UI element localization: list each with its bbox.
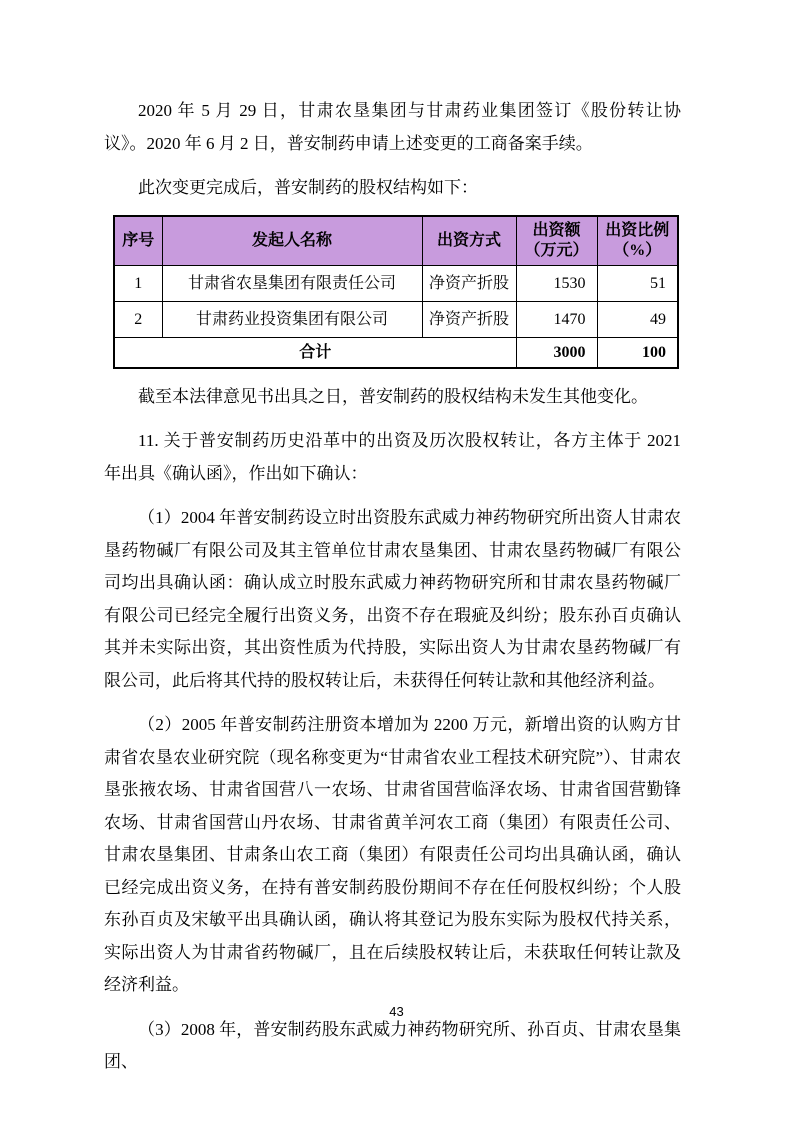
cell-contribution-method: 净资产折股 bbox=[422, 301, 516, 337]
cell-total-ratio: 100 bbox=[597, 337, 678, 368]
col-header-contribution-method: 出资方式 bbox=[422, 216, 516, 266]
col-header-amount-line2: （万元） bbox=[524, 241, 589, 259]
cell-contribution-ratio: 51 bbox=[597, 265, 678, 301]
table-total-row bbox=[114, 337, 678, 368]
cell-founder-name: 甘肃药业投资集团有限公司 bbox=[162, 301, 422, 337]
page-number: 43 bbox=[389, 1004, 404, 1019]
paragraph-item-11-1: （1）2004 年普安制药设立时出资股东武威力神药物研究所出资人甘肃农垦药物碱厂有限公司及其主管单位甘肃农垦集团、甘肃农垦药物碱厂有限公司均出具确认函：确认成立时股东武威力神药物研究所和甘肃农垦药物碱厂有限公司已经完全履行出资义务，出资不存在瑕疵及纠纷；股东孙百贞确认其并未实际出资，其出资性质为代持股，实际出资人为甘肃农垦药物碱厂有限公司，此后将其代持的股权转让后，未获得任何转让款和其他经济利益。 bbox=[104, 508, 681, 690]
paragraph-share-transfer-agreement: 2020 年 5 月 29 日，甘肃农垦集团与甘肃药业集团签订《股份转让协议》。2020 年 6 月 2 日，普安制药申请上述变更的工商备案手续。 bbox=[104, 101, 681, 153]
paragraph-item-11-3: （3）2008 年，普安制药股东武威力神药物研究所、孙百贞、甘肃农垦集团、 bbox=[104, 1019, 681, 1071]
cell-founder-name: 甘肃省农垦集团有限责任公司 bbox=[162, 265, 422, 301]
cell-contribution-method: 净资产折股 bbox=[422, 265, 516, 301]
col-header-contribution-ratio bbox=[597, 216, 678, 266]
col-header-ratio-line1: 出资比例 bbox=[605, 221, 670, 239]
cell-total-label: 合计 bbox=[114, 337, 516, 368]
paragraph-item-11: 11. 关于普安制药历史沿革中的出资及历次股权转让，各方主体于 2021 年出具《确认函》，作出如下确认： bbox=[104, 431, 681, 483]
table-header-row bbox=[114, 216, 678, 266]
col-header-founder-name: 发起人名称 bbox=[162, 216, 422, 266]
cell-total-amount: 3000 bbox=[516, 337, 597, 368]
col-header-contribution-amount bbox=[516, 216, 597, 266]
col-header-amount-line1: 出资额 bbox=[532, 221, 581, 239]
col-header-seq: 序号 bbox=[114, 216, 162, 266]
cell-contribution-ratio: 49 bbox=[597, 301, 678, 337]
paragraph-item-11-2: （2）2005 年普安制药注册资本增加为 2200 万元，新增出资的认购方甘肃省农垦农业研究院（现名称变更为“甘肃省农业工程技术研究院”）、甘肃农垦张掖农场、甘肃省国营八一农场、甘肃省国营临泽农场、甘肃省国营勤锋农场、甘肃省国营山丹农场、甘肃省黄羊河农工商（集团）有限责任公司、甘肃农垦集团、甘肃条山农工商（集团）有限责任公司均出具确认函，确认已经完成出资义务，在持有普安制药股份期间不存在任何股权纠纷；个人股东孙百贞及宋敏平出具确认函，确认将其登记为股东实际为股权代持关系，实际出资人为甘肃省药物碱厂，且在后续股权转让后，未获取任何转让款及经济利益。 bbox=[104, 715, 681, 994]
paragraph-equity-structure-intro: 此次变更完成后，普安制药的股权结构如下： bbox=[138, 178, 478, 197]
equity-structure-table bbox=[113, 215, 679, 369]
col-header-ratio-line2: （%） bbox=[613, 241, 662, 259]
cell-contribution-amount: 1470 bbox=[516, 301, 597, 337]
cell-seq: 1 bbox=[114, 265, 162, 301]
cell-seq: 2 bbox=[114, 301, 162, 337]
table-row bbox=[114, 265, 678, 301]
cell-contribution-amount: 1530 bbox=[516, 265, 597, 301]
table-row bbox=[114, 301, 678, 337]
paragraph-no-other-changes: 截至本法律意见书出具之日，普安制药的股权结构未发生其他变化。 bbox=[138, 386, 648, 406]
